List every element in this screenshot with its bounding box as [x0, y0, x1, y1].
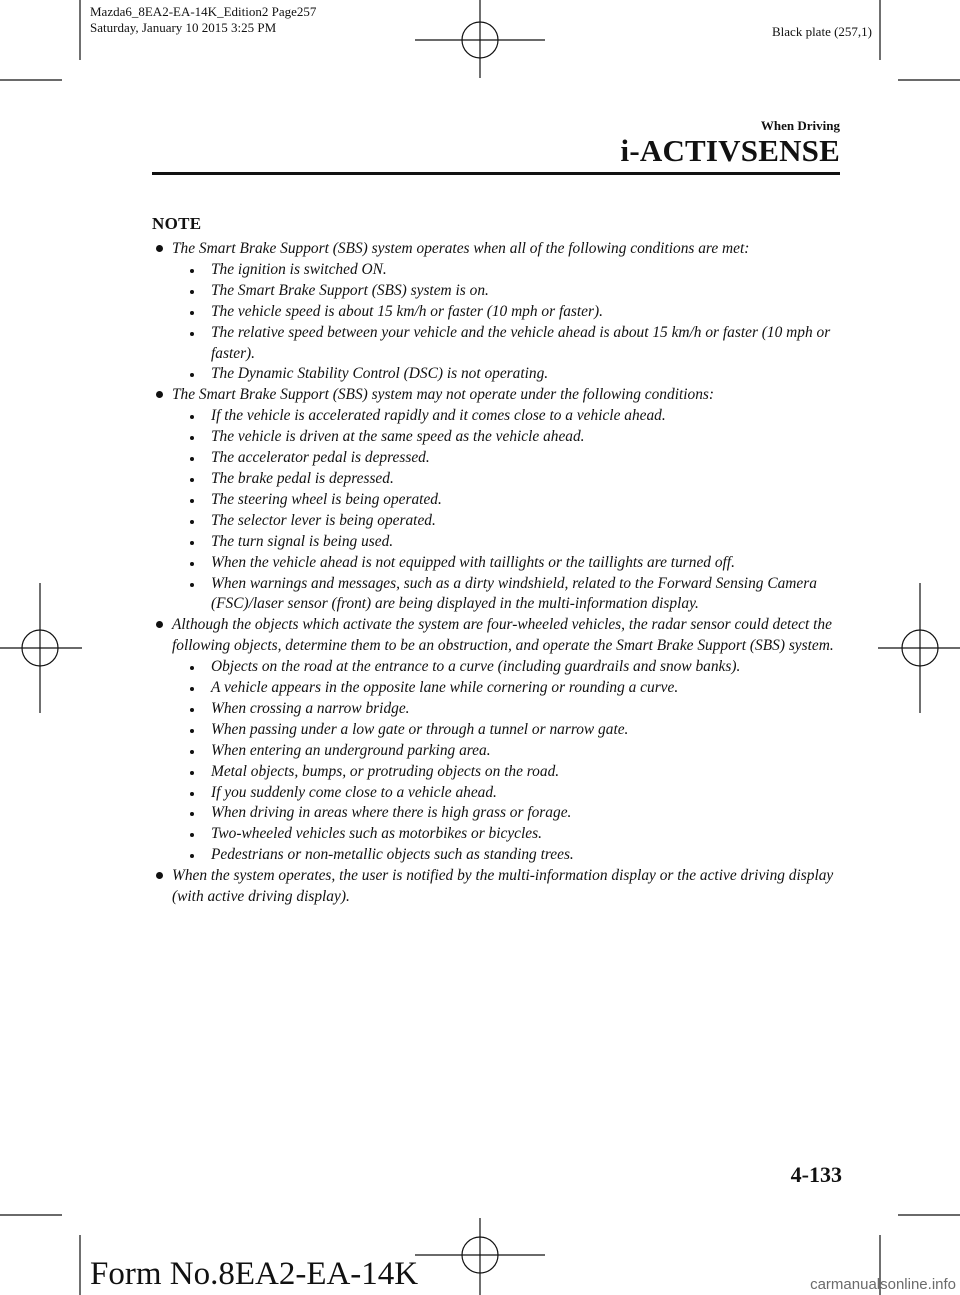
- page-number: 4-133: [790, 1162, 842, 1187]
- sub-bullet-text: When passing under a low gate or through a tunnel or narrow gate.: [211, 720, 629, 738]
- sub-bullet-dot: [190, 750, 194, 754]
- sub-bullet-dot: [190, 771, 194, 775]
- sub-bullet: [172, 574, 846, 616]
- sub-bullet-text: When driving in areas where there is high grass or forage.: [211, 804, 572, 822]
- sub-bullet-dot: [190, 499, 194, 503]
- sub-bullet-text: Metal objects, bumps, or protruding objects on the road.: [211, 762, 560, 780]
- sub-bullet-text: The ignition is switched ON.: [211, 260, 387, 278]
- sub-bullet-text: The vehicle speed is about 15 km/h or faster (10 mph or faster).: [211, 302, 603, 320]
- bullet-text: The Smart Brake Support (SBS) system operates when all of the following conditions are met:: [172, 240, 750, 257]
- bullet-text: When the system operates, the user is notified by the multi-information display or the active driving display (with active driving display).: [172, 867, 834, 906]
- sub-bullet-dot: [190, 290, 194, 294]
- print-file-line: Mazda6_8EA2-EA-14K_Edition2 Page257: [90, 4, 317, 19]
- watermark-text: carmanualsonline.info: [810, 1276, 956, 1293]
- sub-bullet-text: The vehicle is driven at the same speed as the vehicle ahead.: [211, 428, 585, 446]
- sub-bullet-dot: [190, 854, 194, 858]
- note-bullet: [156, 615, 846, 866]
- sub-bullet-text: The selector lever is being operated.: [211, 511, 436, 529]
- sub-bullet-dot: [190, 666, 194, 670]
- print-date-line: Saturday, January 10 2015 3:25 PM: [90, 20, 277, 35]
- heading-rule: [152, 172, 840, 175]
- sub-bullet-text: If you suddenly come close to a vehicle ahead.: [211, 783, 497, 801]
- note-title: NOTE: [152, 214, 202, 233]
- sub-bullet: [172, 490, 846, 511]
- sub-bullet: [172, 553, 846, 574]
- plate-label: Black plate (257,1): [772, 24, 872, 39]
- sub-bullet-dot: [190, 583, 194, 587]
- sub-bullet-text: If the vehicle is accelerated rapidly and it comes close to a vehicle ahead.: [211, 407, 666, 425]
- sub-bullet: [172, 364, 846, 385]
- sub-bullet: [172, 469, 846, 490]
- note-bullet: [156, 385, 846, 615]
- sub-bullet: [172, 783, 846, 804]
- sub-bullet-text: When the vehicle ahead is not equipped with taillights or the taillights are turned off.: [211, 553, 735, 571]
- sub-bullet: [172, 260, 846, 281]
- sub-bullet-dot: [190, 311, 194, 315]
- sub-bullet-text: The relative speed between your vehicle and the vehicle ahead is about 15 km/h or faster (10 mph or faster).: [211, 323, 831, 362]
- sub-bullet: [172, 720, 846, 741]
- sub-bullet-dot: [190, 332, 194, 336]
- sub-bullet: [172, 281, 846, 302]
- sub-bullet: [172, 302, 846, 323]
- sub-bullet: [172, 803, 846, 824]
- sub-bullet: [172, 532, 846, 553]
- sub-bullet: [172, 699, 846, 720]
- sub-bullet-dot: [190, 457, 194, 461]
- sub-bullet-dot: [190, 478, 194, 482]
- sub-bullet-dot: [190, 833, 194, 837]
- sub-bullet: [172, 511, 846, 532]
- bullet-dot: [156, 391, 163, 398]
- sub-bullet-dot: [190, 415, 194, 419]
- sub-bullet: [172, 845, 846, 866]
- sub-bullet-text: When crossing a narrow bridge.: [211, 699, 410, 717]
- sub-bullet-dot: [190, 373, 194, 377]
- sub-bullet-dot: [190, 812, 194, 816]
- bullet-dot: [156, 621, 163, 628]
- sub-bullet-text: The accelerator pedal is depressed.: [211, 449, 430, 467]
- sub-bullet-dot: [190, 729, 194, 733]
- bullet-text: The Smart Brake Support (SBS) system may not operate under the following conditions:: [172, 386, 715, 404]
- sub-bullet-dot: [190, 708, 194, 712]
- sub-bullet-text: Pedestrians or non-metallic objects such as standing trees.: [211, 846, 574, 864]
- note-bullet: [156, 239, 846, 385]
- sub-bullet-dot: [190, 436, 194, 440]
- sub-bullet-text: When entering an underground parking area.: [211, 741, 491, 759]
- sub-bullet-text: The turn signal is being used.: [211, 532, 394, 550]
- note-body: [156, 239, 846, 908]
- sub-bullet-text: The steering wheel is being operated.: [211, 490, 442, 508]
- sub-bullet-dot: [190, 541, 194, 545]
- sub-bullet: [172, 678, 846, 699]
- note-bullet: [156, 866, 846, 908]
- bullet-text: Although the objects which activate the system are four-wheeled vehicles, the radar sensor could detect the following objects, determine them to be an obstruction, and operate the Smart Brake Support (SBS) system.: [172, 616, 834, 655]
- section-title: i-ACTIVSENSE: [620, 133, 840, 168]
- sub-bullet-text: The Dynamic Stability Control (DSC) is not operating.: [211, 365, 549, 383]
- section-label: When Driving: [760, 118, 840, 133]
- sub-bullet-dot: [190, 562, 194, 566]
- sub-bullet-dot: [190, 792, 194, 796]
- sub-bullet: [172, 657, 846, 678]
- sub-bullet-text: A vehicle appears in the opposite lane while cornering or rounding a curve.: [211, 679, 679, 697]
- bullet-dot: [156, 245, 163, 252]
- sub-bullet-dot: [190, 687, 194, 691]
- sub-bullet-text: The brake pedal is depressed.: [211, 469, 394, 487]
- sub-bullet: [172, 824, 846, 845]
- sub-bullet: [172, 323, 846, 365]
- sub-bullet-text: The Smart Brake Support (SBS) system is on.: [211, 281, 489, 299]
- sub-bullet: [172, 741, 846, 762]
- form-number: Form No.8EA2-EA-14K: [90, 1256, 419, 1292]
- sub-bullet-text: Objects on the road at the entrance to a curve (including guardrails and snow banks).: [211, 658, 741, 676]
- bullet-dot: [156, 872, 163, 879]
- sub-bullet-dot: [190, 520, 194, 524]
- sub-bullet-text: When warnings and messages, such as a dirty windshield, related to the Forward Sensing Camera (FSC)/laser sensor (front) are being displayed in the multi-information display.: [211, 574, 817, 613]
- sub-bullet: [172, 448, 846, 469]
- sub-bullet-text: Two-wheeled vehicles such as motorbikes or bicycles.: [211, 825, 542, 843]
- sub-bullet: [172, 762, 846, 783]
- sub-bullet: [172, 427, 846, 448]
- sub-bullet: [172, 406, 846, 427]
- sub-bullet-dot: [190, 269, 194, 273]
